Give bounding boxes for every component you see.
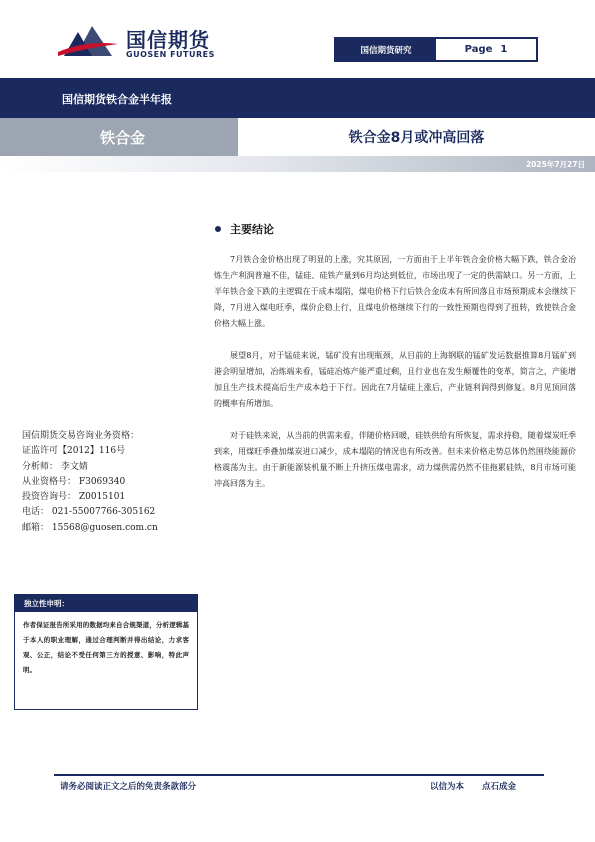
logo-mark-icon [56, 22, 120, 62]
phone: 电话： 021-55007766-305162 [22, 507, 156, 518]
independence-heading: 独立性申明： [15, 595, 197, 612]
body-paragraph: 展望8月，对于锰硅来说，锰矿没有出现瓶颈，从目前的上海钢联的锰矿发运数据推算8月锰矿到港会明显增加，冶炼端来看，锰硅冶炼产能严重过剩，且行业也在发生颠覆性的变革，简言之，产能增加且生产技术提高后生产成本趋于下行。因此在7月锰硅上涨后，产业链利润得到修复。8月见顶回落的概率有所增加。 [214, 351, 576, 408]
footer-slogan [430, 780, 516, 792]
footer-disclaimer: 请务必阅读正文之后的免责条款部分 [60, 782, 197, 792]
company-logo [56, 22, 226, 62]
sector-label: 铁合金 [100, 129, 146, 147]
section-title: 主要结论 [230, 223, 274, 236]
consulting-number: 投资咨询号： Z0015101 [22, 492, 126, 503]
report-type-label: 国信期货研究 [336, 39, 436, 60]
analyst-contact [22, 429, 197, 536]
footer-divider [54, 774, 544, 776]
section-heading [215, 221, 274, 237]
series-banner [0, 78, 595, 118]
page-indicator [436, 39, 536, 60]
qualification-number: 从业资格号： F3069340 [22, 476, 126, 487]
body-paragraph: 7月铁合金价格出现了明显的上涨，究其原因，一方面由于上半年铁合金价格大幅下跌，铁合金冶炼生产利润普遍不佳，锰硅、硅铁产量到6月均达到低位，市场出现了一定的供需缺口。另一方面，上半年铁合金下跌的主逻辑在于成本塌陷，煤电价格下行后铁合金成本有所回落且市场预期成本会继续下降，7月进入煤电旺季，煤价企稳上行，且煤电价格继续下行的一致性预期也得到了扭转，致使铁合金价格大幅上涨。 [214, 255, 576, 328]
license-number: 证监许可【2012】116号 [22, 446, 126, 457]
page-number: 1 [500, 44, 508, 55]
logo-chinese-name: 国信期货 [126, 28, 210, 52]
independence-statement [14, 594, 198, 710]
slogan-part-1: 以信为本 [430, 782, 465, 792]
license-heading: 国信期货交易咨询业务资格： [22, 431, 140, 441]
report-title: 铁合金8月或冲高回落 [348, 130, 485, 146]
main-body [214, 252, 576, 508]
body-paragraph: 对于硅铁来说，从当前的供需来看，伴随价格回暖，硅铁供给有所恢复，需求持稳，随着煤炭旺季到来，用煤旺季叠加煤炭进口减少，成本塌陷的情况也有所改善。但未来价格走势总体仍然围绕能源价格震荡为主。由于新能源装机量不断上升挤压煤电需求，动力煤供需仍然不佳拖累硅铁，8月市场可能冲高回落为主。 [214, 431, 576, 488]
independence-text: 作者保证报告所采用的数据均来自合规渠道，分析逻辑基于本人的职业理解，通过合理判断并得出结论，力求客观、公正，结论不受任何第三方的授意、影响，特此声明。 [23, 621, 189, 674]
report-date: 2025年7月27日 [525, 160, 585, 169]
header-box [334, 37, 538, 62]
bullet-icon [215, 226, 221, 232]
analyst-name: 分析师： 李文婧 [22, 461, 88, 472]
sector-block [0, 118, 238, 156]
logo-english-name: GUOSEN FUTURES [126, 50, 215, 59]
slogan-part-2: 点石成金 [482, 782, 517, 792]
page-label: Page [464, 44, 493, 55]
date-bar [0, 156, 595, 172]
series-title: 国信期货铁合金半年报 [62, 93, 172, 106]
email: 邮箱： 15568@guosen.com.cn [22, 522, 158, 533]
